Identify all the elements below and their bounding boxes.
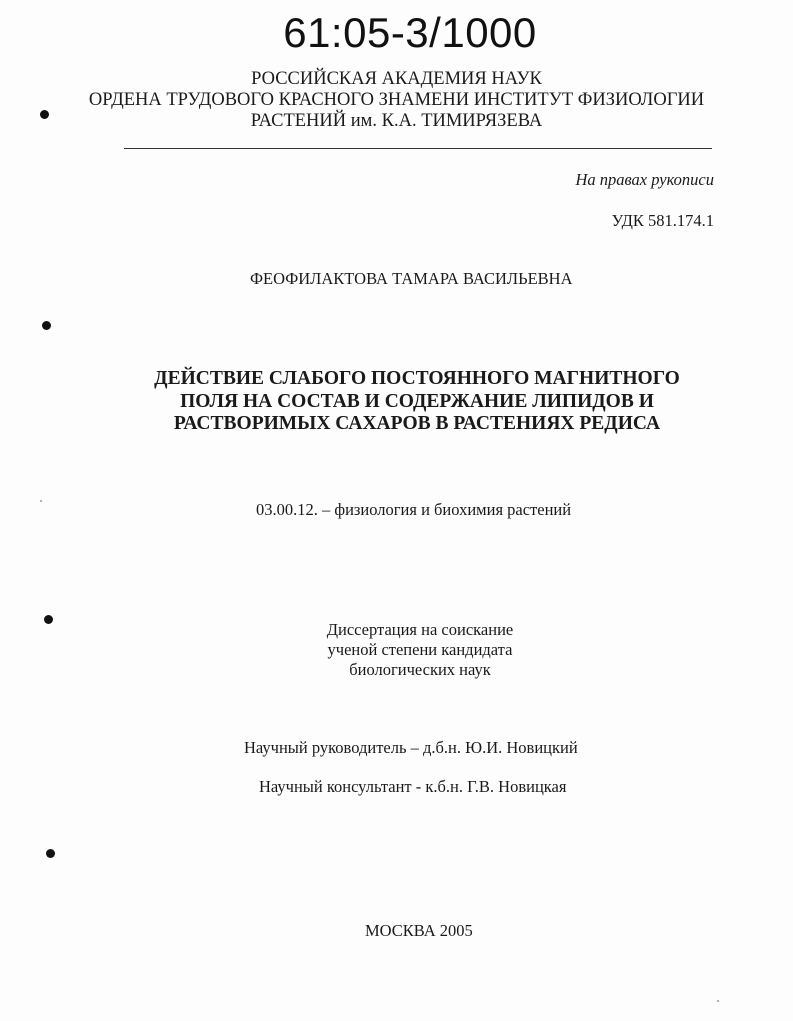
udk-code: УДК 581.174.1 bbox=[611, 211, 714, 230]
title-line: ПОЛЯ НА СОСТАВ И СОДЕРЖАНИЕ ЛИПИДОВ И bbox=[180, 390, 654, 412]
punch-hole-mark bbox=[40, 110, 49, 119]
degree-line: Диссертация на соискание bbox=[326, 620, 514, 639]
dissertation-title bbox=[100, 368, 734, 436]
scan-speck bbox=[717, 1000, 719, 1002]
scientific-consultant: Научный консультант - к.б.н. Г.В. Новицкая bbox=[259, 777, 567, 796]
title-line: РАСТВОРИМЫХ САХАРОВ В РАСТЕНИЯХ РЕДИСА bbox=[173, 413, 661, 434]
punch-hole-mark bbox=[46, 849, 55, 858]
catalog-number: 61:05-3/1000 bbox=[283, 9, 537, 56]
punch-hole-mark bbox=[42, 321, 51, 330]
organization-line: РАСТЕНИЙ им. К.А. ТИМИРЯЗЕВА bbox=[250, 111, 543, 131]
scientific-supervisor: Научный руководитель – д.б.н. Ю.И. Новицкий bbox=[244, 738, 578, 757]
degree-line: ученой степени кандидата bbox=[327, 640, 513, 659]
degree-line: биологических наук bbox=[349, 660, 491, 679]
header-divider bbox=[124, 148, 712, 149]
specialty-code: 03.00.12. – физиология и биохимия растений bbox=[256, 500, 572, 519]
rights-note: На правах рукописи bbox=[575, 170, 714, 189]
punch-hole-mark bbox=[44, 615, 53, 624]
organization-line: ОРДЕНА ТРУДОВОГО КРАСНОГО ЗНАМЕНИ ИНСТИТУТ ФИЗИОЛОГИИ bbox=[88, 90, 705, 110]
author-name: ФЕОФИЛАКТОВА ТАМАРА ВАСИЛЬЕВНА bbox=[250, 269, 573, 288]
degree-statement bbox=[300, 620, 540, 680]
organization-line: РОССИЙСКАЯ АКАДЕМИЯ НАУК bbox=[251, 69, 542, 89]
organization-header bbox=[0, 69, 793, 132]
city-year: МОСКВА 2005 bbox=[365, 921, 473, 940]
title-line: ДЕЙСТВИЕ СЛАБОГО ПОСТОЯННОГО МАГНИТНОГО bbox=[154, 368, 680, 389]
scan-speck bbox=[40, 500, 42, 502]
